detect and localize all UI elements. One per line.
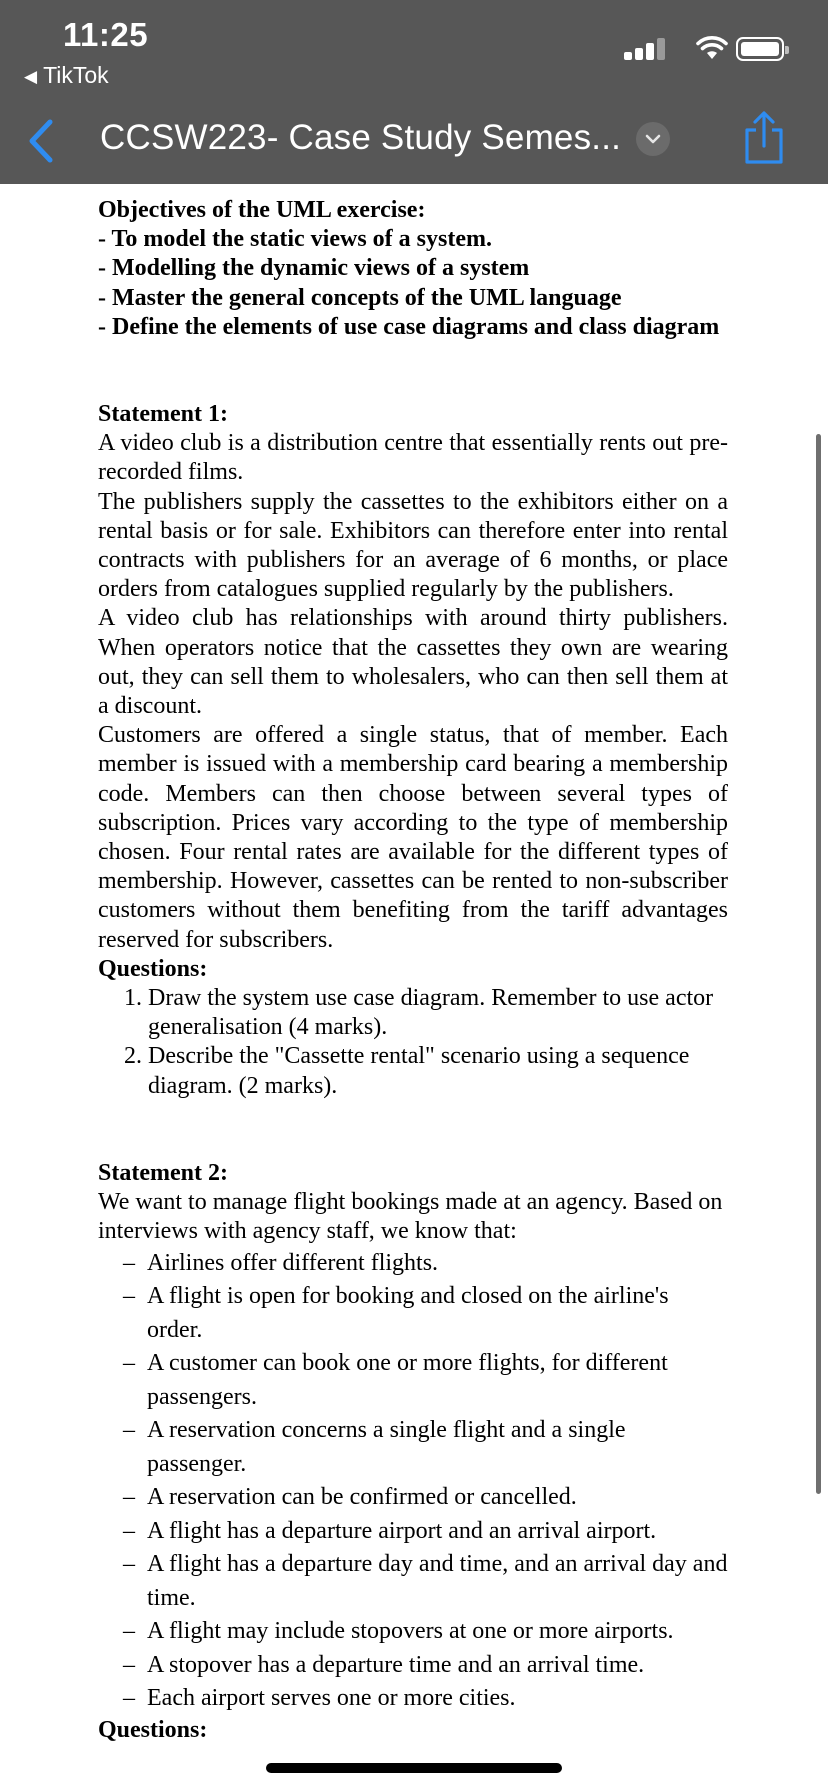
wifi-icon [696,35,728,61]
statement-1-questions-heading: Questions: [98,955,208,982]
fact-item: – A flight has a departure day and time, and an arrival day and time. [123,1548,728,1615]
fact-item: – Airlines offer different flights. [123,1247,728,1281]
statement-1-paragraph: A video club has relationships with around thirty publishers. When operators notice that the cassettes they own are wearing out, they can sell them to wholesalers, who can then sell them at a discount. [98,605,728,720]
back-triangle-icon: ◀ [24,67,38,86]
share-icon[interactable] [741,110,787,166]
back-to-app-link[interactable] [24,62,109,89]
statement-1-heading: Statement 1: [98,401,228,428]
statement-1-section [98,400,728,1101]
vertical-scrollbar[interactable] [816,434,821,1494]
fact-item: – A reservation concerns a single flight and a single passenger. [123,1414,728,1481]
statement-2-facts-list [98,1247,728,1716]
top-header [0,0,828,184]
signal-bar-2 [635,48,643,60]
status-icons [624,32,794,66]
title-menu-button[interactable] [636,122,670,156]
question-item: 1. Draw the system use case diagram. Remember to use actor generalisation (4 marks). [148,984,728,1042]
statement-1-paragraph: The publishers supply the cassettes to the exhibitors either on a rental basis or for sale. Exhibitors can therefore enter into rental contracts with publishers for an average of 6 months, or place orders from catalogues supplied regularly by the publishers. [98,488,728,603]
objective-item: - To model the static views of a system. [98,226,492,253]
document-content [98,196,728,1745]
statement-2-questions-heading: Questions: [98,1716,208,1743]
objective-item: - Master the general concepts of the UML language [98,284,622,311]
objective-item: - Define the elements of use case diagrams and class diagram [98,313,720,340]
fact-item: – A flight has a departure airport and an arrival airport. [123,1515,728,1549]
statement-1-questions-list [98,984,728,1101]
objectives-section [98,196,728,342]
fact-item: – A flight may include stopovers at one or more airports. [123,1615,728,1649]
battery-icon [736,37,784,61]
statement-1-paragraph: A video club is a distribution centre that essentially rents out pre-recorded films. [98,430,728,486]
statement-2-intro: We want to manage flight bookings made at an agency. Based on interviews with agency staff, we know that: [98,1189,723,1245]
signal-bar-3 [646,43,654,60]
chevron-down-icon [636,122,670,156]
back-app-label: TikTok [43,62,109,88]
statement-2-section [98,1159,728,1745]
objectives-heading: Objectives of the UML exercise: [98,197,426,223]
fact-item: – A reservation can be confirmed or cancelled. [123,1481,728,1515]
back-chevron-icon[interactable] [22,116,62,166]
statement-2-heading: Statement 2: [98,1159,228,1186]
fact-item: – A stopover has a departure time and an arrival time. [123,1649,728,1683]
status-time: 11:25 [63,16,149,53]
fact-item: – A flight is open for booking and closed on the airline's order. [123,1280,728,1347]
signal-bar-1 [624,52,632,60]
fact-item: – Each airport serves one or more cities. [123,1682,728,1716]
home-indicator[interactable] [266,1763,562,1773]
fact-item: – A customer can book one or more flights, for different passengers. [123,1347,728,1414]
objective-item: - Modelling the dynamic views of a system [98,255,530,282]
question-item: 2. Describe the "Cassette rental" scenario using a sequence diagram. (2 marks). [148,1042,728,1100]
signal-bar-4 [657,38,665,60]
statement-1-paragraph: Customers are offered a single status, that of member. Each member is issued with a membership card bearing a membership code. Members can then choose between several types of subscription. Prices vary according to the type of membership chosen. Four rental rates are available for the different types of membership. However, cassettes can be rented to non-subscriber customers without them benefiting from the tariff advantages reserved for subscribers. [98,722,728,953]
navigation-bar [0,108,828,174]
document-title[interactable]: CCSW223- Case Study Semes... [100,118,622,157]
